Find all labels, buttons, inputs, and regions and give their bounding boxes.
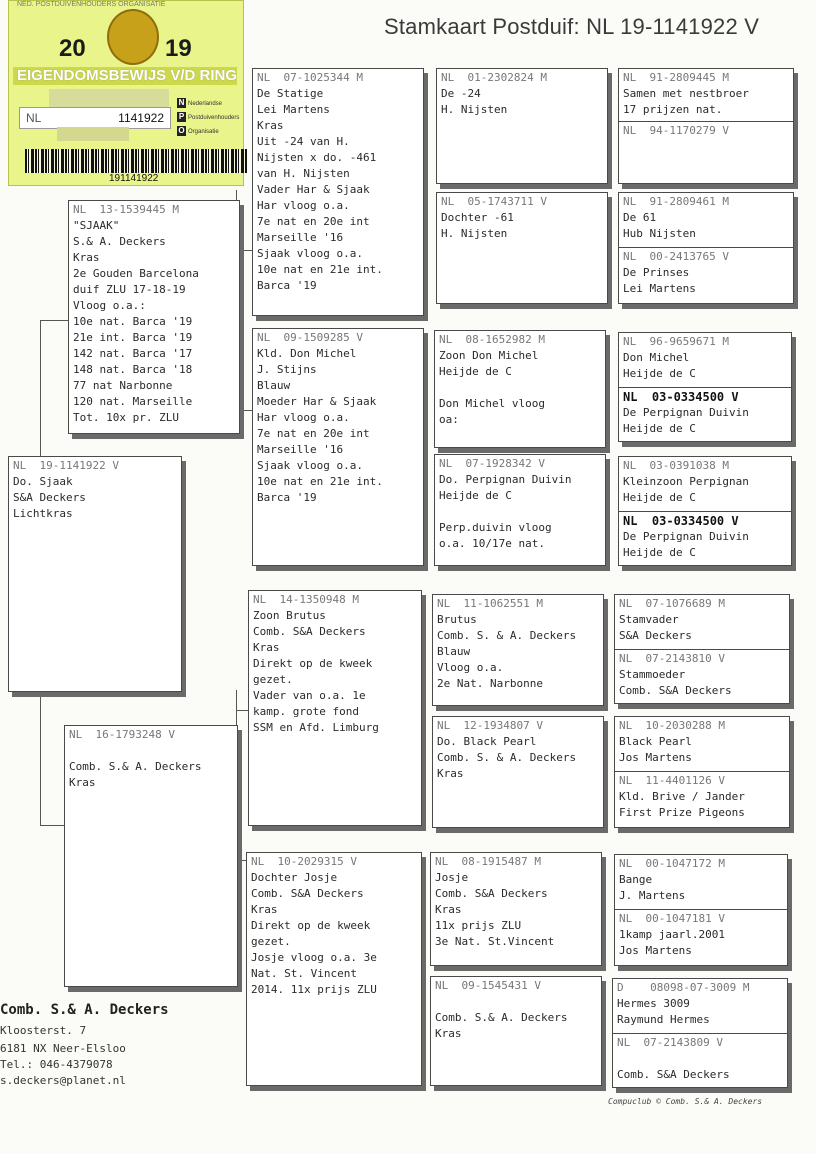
pigeon-line: Barca '19	[257, 279, 317, 292]
pigeon-line: Nijsten x do. -461	[257, 151, 377, 164]
barcode-icon	[25, 149, 247, 173]
pigeon-line: Har vloog o.a.	[257, 411, 350, 424]
pigeon-line: kamp. grote fond	[253, 705, 359, 718]
ring-number: NL 09-1509285 V	[257, 331, 363, 344]
pigeon-line: 148 nat. Barca '18	[73, 363, 193, 376]
pigeon-line: Josje	[435, 871, 469, 884]
pigeon-line: First Prize Pigeons	[619, 806, 745, 819]
pigeon-line: 2e Gouden Barcelona	[73, 267, 199, 280]
certificate-stamp	[57, 127, 129, 141]
pigeon-line: Tot. 10x pr. ZLU	[73, 411, 179, 424]
pigeon-line: o.a. 10/17e nat.	[439, 537, 545, 550]
pigeon-line: Jos Martens	[619, 751, 692, 764]
pigeon-line: SSM en Afd. Limburg	[253, 721, 379, 734]
pigeon-line: Comb. S&A Deckers	[619, 684, 732, 697]
pigeon-pair-card	[614, 854, 788, 966]
ring-number: NL 19-1141922 V	[13, 459, 119, 472]
pigeon-line: Heijde de C	[623, 422, 696, 435]
ring-number: 1141922	[118, 111, 164, 125]
ring-number: NL 07-2143809 V	[617, 1036, 723, 1049]
lion-emblem-icon	[107, 9, 159, 65]
pigeon-line: Barca '19	[257, 491, 317, 504]
pigeon-line: Lei Martens	[257, 103, 330, 116]
pigeon-line: S.& A. Deckers	[73, 235, 166, 248]
pigeon-line: Do. Perpignan Duivin	[439, 473, 572, 486]
pigeon-line: De Prinses	[623, 266, 690, 279]
pigeon-line: "SJAAK"	[73, 219, 120, 232]
pigeon-line: Direkt op de kweek	[251, 919, 371, 932]
pigeon-line: gezet.	[253, 673, 293, 686]
pigeon-pair-card	[618, 332, 792, 442]
pigeon-line: 142 nat. Barca '17	[73, 347, 193, 360]
pigeon-card-fm	[252, 328, 424, 566]
pigeon-line: Kleinzoon Perpignan	[623, 475, 749, 488]
pigeon-line: 10e nat en 21e int.	[257, 475, 383, 488]
ring-number: NL 14-1350948 M	[253, 593, 359, 606]
pigeon-card-father	[68, 200, 240, 434]
pigeon-line: Josje vloog o.a. 3e	[251, 951, 377, 964]
pigeon-line: H. Nijsten	[441, 103, 508, 116]
page-title: Stamkaart Postduif: NL 19-1141922 V	[384, 14, 760, 39]
pigeon-card-mfm	[432, 716, 604, 828]
connector-line	[40, 320, 70, 321]
pigeon-line: Kras	[251, 903, 278, 916]
pigeon-line: Raymund Hermes	[617, 1013, 710, 1026]
ring-number: NL 94-1170279 V	[623, 124, 729, 137]
pigeon-line: Lei Martens	[623, 282, 696, 295]
org-letter: N	[178, 98, 185, 107]
pigeon-line: 2014. 11x prijs ZLU	[251, 983, 377, 996]
ring-number: NL 05-1743711 V	[441, 195, 547, 208]
pigeon-line: Comb. S&A Deckers	[617, 1068, 730, 1081]
connector-line	[236, 710, 248, 711]
pigeon-line: Marseille '16	[257, 443, 344, 456]
pigeon-line: 21e int. Barca '19	[73, 331, 193, 344]
ring-number: NL 16-1793248 V	[69, 728, 175, 741]
pigeon-line: duif ZLU 17-18-19	[73, 283, 186, 296]
pigeon-line: Don Michel	[623, 351, 690, 364]
pigeon-line: Comb. S.& A. Deckers	[435, 1011, 568, 1024]
ring-number: NL 91-2809461 M	[623, 195, 729, 208]
ring-number: NL 10-2029315 V	[251, 855, 357, 868]
pigeon-line: 1kamp jaarl.2001	[619, 928, 725, 941]
pigeon-line: 3e Nat. St.Vincent	[435, 935, 555, 948]
pigeon-line: Don Michel vloog	[439, 397, 545, 410]
pigeon-line: 11x prijs ZLU	[435, 919, 522, 932]
pigeon-line: Blauw	[257, 379, 291, 392]
ring-number: NL 00-2413765 V	[623, 250, 729, 263]
ring-number-field	[19, 107, 171, 129]
pigeon-line: Bange	[619, 873, 653, 886]
pigeon-line: 120 nat. Marseille	[73, 395, 193, 408]
ring-number: NL 07-1025344 M	[257, 71, 363, 84]
pigeon-card-fff	[436, 68, 608, 184]
pigeon-line: Dochter -61	[441, 211, 514, 224]
pigeon-line: Moeder Har & Sjaak	[257, 395, 377, 408]
pigeon-line: Marseille '16	[257, 231, 344, 244]
pigeon-line: Comb. S&A Deckers	[435, 887, 548, 900]
ring-number: NL 07-1928342 V	[439, 457, 545, 470]
pigeon-line: Vloog o.a.	[437, 661, 504, 674]
connector-line	[40, 690, 41, 825]
pigeon-line: De Statige	[257, 87, 324, 100]
ring-number: NL 03-0391038 M	[623, 459, 729, 472]
pigeon-line: S&A Deckers	[619, 629, 692, 642]
pigeon-pair-card	[614, 716, 790, 828]
pigeon-line: Zoon Don Michel	[439, 349, 539, 362]
pigeon-pair-card	[612, 978, 788, 1088]
pigeon-card-mff	[432, 594, 604, 706]
pigeon-line: Lichtkras	[13, 507, 73, 520]
pigeon-line: Kras	[253, 641, 280, 654]
certificate-header: NED. POSTDUIVENHOUDERS ORGANISATIE	[17, 1, 166, 8]
pigeon-line: Kld. Don Michel	[257, 347, 357, 360]
pigeon-line: De 61	[623, 211, 657, 224]
pigeon-line: S&A Deckers	[13, 491, 86, 504]
pigeon-line: Brutus	[437, 613, 477, 626]
ring-number: NL 00-1047172 M	[619, 857, 725, 870]
owner-city: 6181 NX Neer-Elsloo	[0, 1042, 126, 1055]
pigeon-line: J. Martens	[619, 889, 686, 902]
ring-number: NL 03-0334500 V	[623, 514, 739, 528]
ring-number: D 08098-07-3009 M	[617, 981, 750, 994]
pigeon-card-ff	[252, 68, 424, 316]
pigeon-pair-card	[614, 594, 790, 704]
pigeon-line: Comb. S&A Deckers	[253, 625, 366, 638]
pigeon-line: Sjaak vloog o.a.	[257, 247, 363, 260]
pigeon-line: Heijde de C	[439, 489, 512, 502]
pigeon-line: J. Stijns	[257, 363, 317, 376]
pigeon-card-mother	[64, 725, 238, 987]
pigeon-line: oa:	[439, 413, 459, 426]
org-line: Postduivenhouders	[188, 115, 240, 121]
pigeon-line: De Perpignan Duivin	[623, 530, 749, 543]
pigeon-line: Comb. S.& A. Deckers	[69, 760, 202, 773]
pigeon-line: Nat. St. Vincent	[251, 967, 357, 980]
ring-number: NL 13-1539445 M	[73, 203, 179, 216]
pigeon-line: Heijde de C	[623, 546, 696, 559]
org-letter: P	[178, 112, 185, 121]
ring-number: NL 01-2302824 M	[441, 71, 547, 84]
country-code: NL	[26, 111, 42, 125]
barcode-number: 191141922	[109, 173, 159, 184]
pigeon-pair-card	[618, 456, 792, 566]
pigeon-pair-card	[618, 192, 794, 304]
ring-number: NL 08-1652982 M	[439, 333, 545, 346]
pigeon-line: Kld. Brive / Jander	[619, 790, 745, 803]
pigeon-line: Stamvader	[619, 613, 679, 626]
pigeon-line: 17 prijzen nat.	[623, 103, 723, 116]
pigeon-line: Uit -24 van H.	[257, 135, 350, 148]
pigeon-line: Heijde de C	[439, 365, 512, 378]
pigeon-line: 7e nat en 20e int	[257, 427, 370, 440]
ring-certificate	[8, 0, 244, 186]
pigeon-card-fmm	[434, 454, 606, 566]
pigeon-line: Comb. S&A Deckers	[251, 887, 364, 900]
pigeon-line: Kras	[435, 1027, 462, 1040]
pigeon-line: De Perpignan Duivin	[623, 406, 749, 419]
ring-number: NL 08-1915487 M	[435, 855, 541, 868]
ring-number: NL 03-0334500 V	[623, 390, 739, 404]
owner-name: Comb. S.& A. Deckers	[0, 1002, 169, 1018]
pigeon-line: gezet.	[251, 935, 291, 948]
pigeon-card-mmm	[430, 976, 602, 1086]
pigeon-line: Vloog o.a.:	[73, 299, 146, 312]
pigeon-line: Do. Black Pearl	[437, 735, 537, 748]
pigeon-line: Hermes 3009	[617, 997, 690, 1010]
pigeon-line: van H. Nijsten	[257, 167, 350, 180]
pigeon-line: Har vloog o.a.	[257, 199, 350, 212]
organisation-list	[177, 97, 239, 139]
certificate-year-right: 19	[165, 35, 192, 62]
pigeon-line: Do. Sjaak	[13, 475, 73, 488]
pigeon-line: Dochter Josje	[251, 871, 338, 884]
pigeon-line: Hub Nijsten	[623, 227, 696, 240]
pigeon-line: Sjaak vloog o.a.	[257, 459, 363, 472]
pigeon-card-mmf	[430, 852, 602, 966]
pigeon-line: Kras	[257, 119, 284, 132]
pigeon-line: Vader van o.a. 1e	[253, 689, 366, 702]
pigeon-card-mm	[246, 852, 422, 1086]
connector-line	[40, 320, 41, 458]
pigeon-line: Perp.duivin vloog	[439, 521, 552, 534]
footer-credit: Compuclub © Comb. S.& A. Deckers	[608, 1097, 763, 1106]
pigeon-card-mf	[248, 590, 422, 826]
owner-street: Kloosterst. 7	[0, 1024, 87, 1037]
certificate-photo	[49, 89, 169, 109]
pigeon-line: De -24	[441, 87, 481, 100]
ring-number: NL 07-2143810 V	[619, 652, 725, 665]
owner-phone: Tel.: 046-4379078	[0, 1058, 113, 1071]
ring-number: NL 09-1545431 V	[435, 979, 541, 992]
org-line: Nederlandse	[188, 101, 223, 107]
pigeon-line: 7e nat en 20e int	[257, 215, 370, 228]
ring-number: NL 11-1062551 M	[437, 597, 543, 610]
pigeon-card-subject	[8, 456, 182, 692]
pigeon-line: Vader Har & Sjaak	[257, 183, 370, 196]
pigeon-pair-card	[618, 68, 794, 184]
pigeon-line: 2e Nat. Narbonne	[437, 677, 543, 690]
certificate-year-left: 20	[59, 35, 86, 62]
pigeon-line: Samen met nestbroer	[623, 87, 749, 100]
org-line: Organisatie	[188, 129, 219, 135]
ring-number: NL 91-2809445 M	[623, 71, 729, 84]
pigeon-line: 10e nat en 21e int.	[257, 263, 383, 276]
pigeon-line: Kras	[437, 767, 464, 780]
certificate-banner: EIGENDOMSBEWIJS V/D RING	[13, 67, 237, 85]
pigeon-line: Stammoeder	[619, 668, 686, 681]
owner-email: s.deckers@planet.nl	[0, 1074, 126, 1087]
pigeon-line: Zoon Brutus	[253, 609, 326, 622]
pigeon-line: Kras	[69, 776, 96, 789]
pigeon-line: Black Pearl	[619, 735, 692, 748]
pigeon-line: Comb. S. & A. Deckers	[437, 751, 577, 764]
pigeon-line: Kras	[435, 903, 462, 916]
pigeon-line: 77 nat Narbonne	[73, 379, 173, 392]
pigeon-line: Jos Martens	[619, 944, 692, 957]
pigeon-line: Direkt op de kweek	[253, 657, 373, 670]
ring-number: NL 12-1934807 V	[437, 719, 543, 732]
ring-number: NL 11-4401126 V	[619, 774, 725, 787]
pigeon-line: Heijde de C	[623, 367, 696, 380]
pigeon-line: Heijde de C	[623, 491, 696, 504]
ring-number: NL 96-9659671 M	[623, 335, 729, 348]
org-letter: O	[178, 126, 185, 135]
pigeon-line: 10e nat. Barca '19	[73, 315, 193, 328]
pigeon-line: Blauw	[437, 645, 471, 658]
ring-number: NL 07-1076689 M	[619, 597, 725, 610]
pigeon-line: Comb. S. & A. Deckers	[437, 629, 577, 642]
pigeon-card-ffm	[436, 192, 608, 304]
ring-number: NL 10-2030288 M	[619, 719, 725, 732]
connector-line	[40, 825, 65, 826]
ring-number: NL 00-1047181 V	[619, 912, 725, 925]
pigeon-line: Kras	[73, 251, 100, 264]
pigeon-card-fmf	[434, 330, 606, 448]
pigeon-line: H. Nijsten	[441, 227, 508, 240]
